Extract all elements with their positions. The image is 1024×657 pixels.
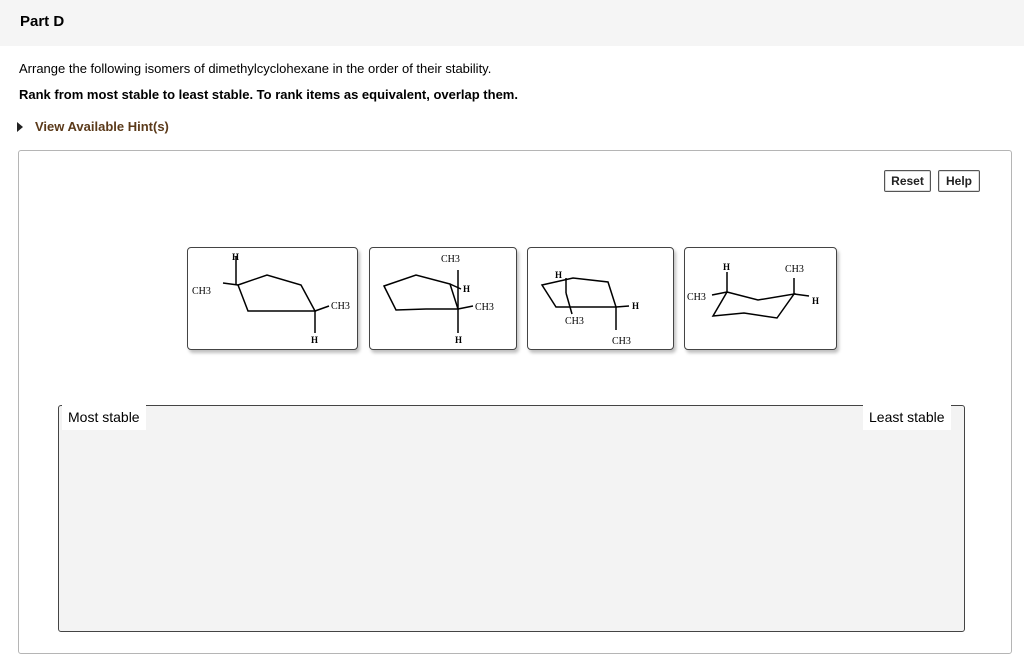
h-right-label: H — [463, 284, 471, 294]
part-header — [0, 0, 1024, 46]
h-top-label: H — [723, 262, 731, 272]
cyclohexane-structure-2 — [370, 248, 516, 349]
instruction-bold-text: Rank from most stable to least stable. To rank items as equivalent, overlap them. — [19, 87, 518, 102]
least-stable-label: Least stable — [863, 405, 951, 430]
most-stable-label: Most stable — [62, 405, 146, 430]
reset-button[interactable]: Reset — [884, 170, 931, 192]
h-right-label: H — [812, 296, 820, 306]
isomer-card-1[interactable] — [187, 247, 358, 350]
ch3-left-label: CH3 — [192, 286, 211, 297]
h-top-label: H — [555, 270, 563, 280]
ch3-right-label: CH3 — [475, 302, 494, 313]
instruction-text: Arrange the following isomers of dimethylcyclohexane in the order of their stability. — [19, 61, 492, 76]
ch3-bottom-label: CH3 — [612, 336, 631, 347]
view-hints-label: View Available Hint(s) — [35, 119, 169, 134]
ranking-drop-area[interactable] — [58, 405, 965, 632]
view-hints-link[interactable] — [17, 119, 169, 134]
ch3-left-label: CH3 — [687, 292, 706, 303]
isomer-card-4[interactable] — [684, 247, 837, 350]
ch3-top-label: CH3 — [441, 254, 460, 265]
triangle-right-icon — [17, 122, 23, 132]
h-top-label: H — [232, 252, 240, 262]
cyclohexane-structure-1 — [188, 248, 357, 349]
isomer-card-3[interactable] — [527, 247, 674, 350]
ch3-right-label: CH3 — [331, 301, 350, 312]
isomer-card-2[interactable] — [369, 247, 517, 350]
h-right-label: H — [632, 301, 640, 311]
ch3-mid-label: CH3 — [565, 316, 584, 327]
part-title: Part D — [20, 13, 65, 30]
help-button[interactable]: Help — [938, 170, 980, 192]
ch3-top-label: CH3 — [785, 264, 804, 275]
h-bottom-label: H — [311, 335, 319, 345]
cyclohexane-structure-3 — [528, 248, 673, 349]
cyclohexane-structure-4 — [685, 248, 836, 349]
h-bottom-label: H — [455, 335, 463, 345]
